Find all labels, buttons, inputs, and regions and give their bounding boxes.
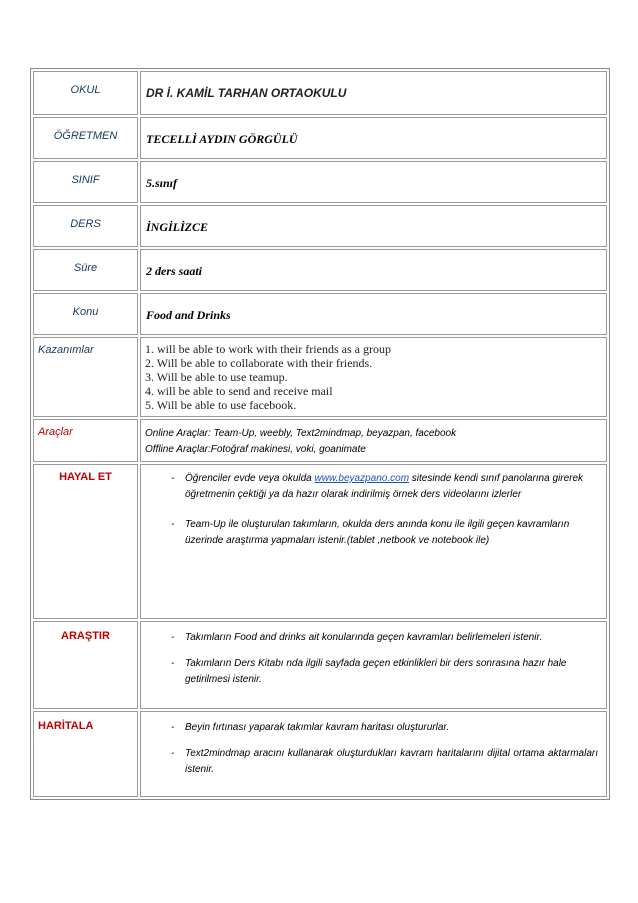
value-cell (140, 71, 607, 115)
label-cell (33, 161, 138, 203)
label-cell (33, 117, 138, 159)
item-text: Team-Up ile oluşturulan takımların, okulda ders anında konu ile ilgili geçen kavramların üzerinde araştırma yapmaları istenir.(tablet ,netbook ve notebook ile) (185, 519, 570, 546)
lesson-plan (30, 68, 610, 800)
value-cell (140, 711, 607, 797)
list-item (141, 517, 606, 549)
label-cell (33, 419, 138, 462)
list-item (141, 656, 606, 688)
label-cell (33, 249, 138, 291)
row-hayal-et (33, 464, 607, 619)
label-cell (33, 464, 138, 619)
item-text: Takımların Ders Kitabı nda ilgili sayfada geçen etkinlikleri bir ders sonrasına hazır hale getirilmesi istenir. (185, 658, 567, 685)
kazanimlar-list (141, 342, 606, 412)
online-tools: Online Araçlar: Team-Up, weebly, Text2mindmap, beyazpan, facebook (145, 428, 457, 439)
value-cell (140, 161, 607, 203)
okul-value: DR İ. KAMİL TARHAN ORTAOKULU (146, 86, 347, 100)
hayal-et-label: HAYAL ET (59, 471, 112, 483)
label-cell (33, 337, 138, 417)
value-cell (140, 621, 607, 709)
list-item (141, 746, 606, 778)
kazanim-item: 5. Will be able to use facebook. (145, 398, 297, 412)
row-kazanimlar (33, 337, 607, 417)
sure-label: Süre (73, 262, 98, 274)
item-text: Beyin fırtınası yaparak takımlar kavram haritası oluştururlar. (185, 722, 450, 733)
dash-bullet: - (171, 519, 175, 530)
dash-bullet: - (171, 473, 175, 484)
sinif-value: 5.sınıf (146, 176, 178, 190)
item-text-post: sitesinde kendi sınıf panolarına girerek öğretmenin çektiği ya da hazır olarak indirilmiş örnek ders videolarını izlerler (185, 473, 584, 500)
kazanim-item: 4. will be able to send and receive mail (145, 384, 333, 398)
label-cell (33, 711, 138, 797)
value-cell (140, 337, 607, 417)
ders-value: İNGİLİZCE (146, 220, 209, 234)
ogretmen-value: TECELLİ AYDIN GÖRGÜLÜ (146, 132, 298, 146)
dash-bullet: - (171, 722, 175, 733)
label-cell (33, 621, 138, 709)
konu-value: Food and Drinks (146, 308, 231, 322)
value-cell (140, 117, 607, 159)
row-okul (33, 71, 607, 115)
ogretmen-label: ÖĞRETMEN (53, 130, 118, 142)
item-text: Text2mindmap aracını kullanarak oluşturdukları kavram haritalarını dijital ortama aktarmaları istenir. (185, 748, 598, 775)
value-cell (140, 419, 607, 462)
okul-label: OKUL (70, 84, 101, 96)
konu-label: Konu (72, 306, 99, 318)
offline-tools: Offline Araçlar:Fotoğraf makinesi, voki, goanimate (145, 444, 366, 455)
sure-value: 2 ders saati (146, 264, 203, 278)
row-sinif (33, 161, 607, 203)
kazanim-item: 2. Will be able to collaborate with their friends. (145, 356, 373, 370)
tools-text (141, 420, 606, 458)
label-cell (33, 71, 138, 115)
kazanim-item: 1. will be able to work with their friends as a group (145, 342, 391, 356)
row-ders (33, 205, 607, 247)
label-cell (33, 205, 138, 247)
label-cell (33, 293, 138, 335)
item-text: Takımların Food and drinks ait konularında geçen kavramları belirlemeleri istenir. (185, 632, 543, 643)
ders-label: DERS (70, 218, 101, 230)
kazanimlar-label: Kazanımlar (38, 344, 94, 356)
value-cell (140, 464, 607, 619)
list-item (141, 720, 606, 736)
dash-bullet: - (171, 658, 175, 669)
row-araclar (33, 419, 607, 462)
row-arastir (33, 621, 607, 709)
row-ogretmen (33, 117, 607, 159)
list-item (141, 630, 606, 646)
list-item (141, 471, 606, 503)
haritala-list (141, 712, 606, 778)
arastir-label: ARAŞTIR (61, 630, 110, 642)
dash-bullet: - (171, 748, 175, 759)
row-konu (33, 293, 607, 335)
item-text-pre: Öğrenciler evde veya okulda (185, 473, 315, 484)
beyazpano-link[interactable]: www.beyazpano.com (314, 473, 410, 484)
sinif-label: SINIF (71, 174, 100, 186)
value-cell (140, 205, 607, 247)
haritala-label: HARİTALA (38, 720, 94, 732)
value-cell (140, 293, 607, 335)
dash-bullet: - (171, 632, 175, 643)
araclar-label: Araçlar (38, 426, 73, 438)
item-text (185, 471, 598, 503)
hayal-et-list (141, 465, 606, 549)
row-haritala (33, 711, 607, 797)
lesson-plan-table (30, 68, 610, 800)
row-sure (33, 249, 607, 291)
value-cell (140, 249, 607, 291)
arastir-list (141, 622, 606, 688)
kazanim-item: 3. Will be able to use teamup. (145, 370, 288, 384)
